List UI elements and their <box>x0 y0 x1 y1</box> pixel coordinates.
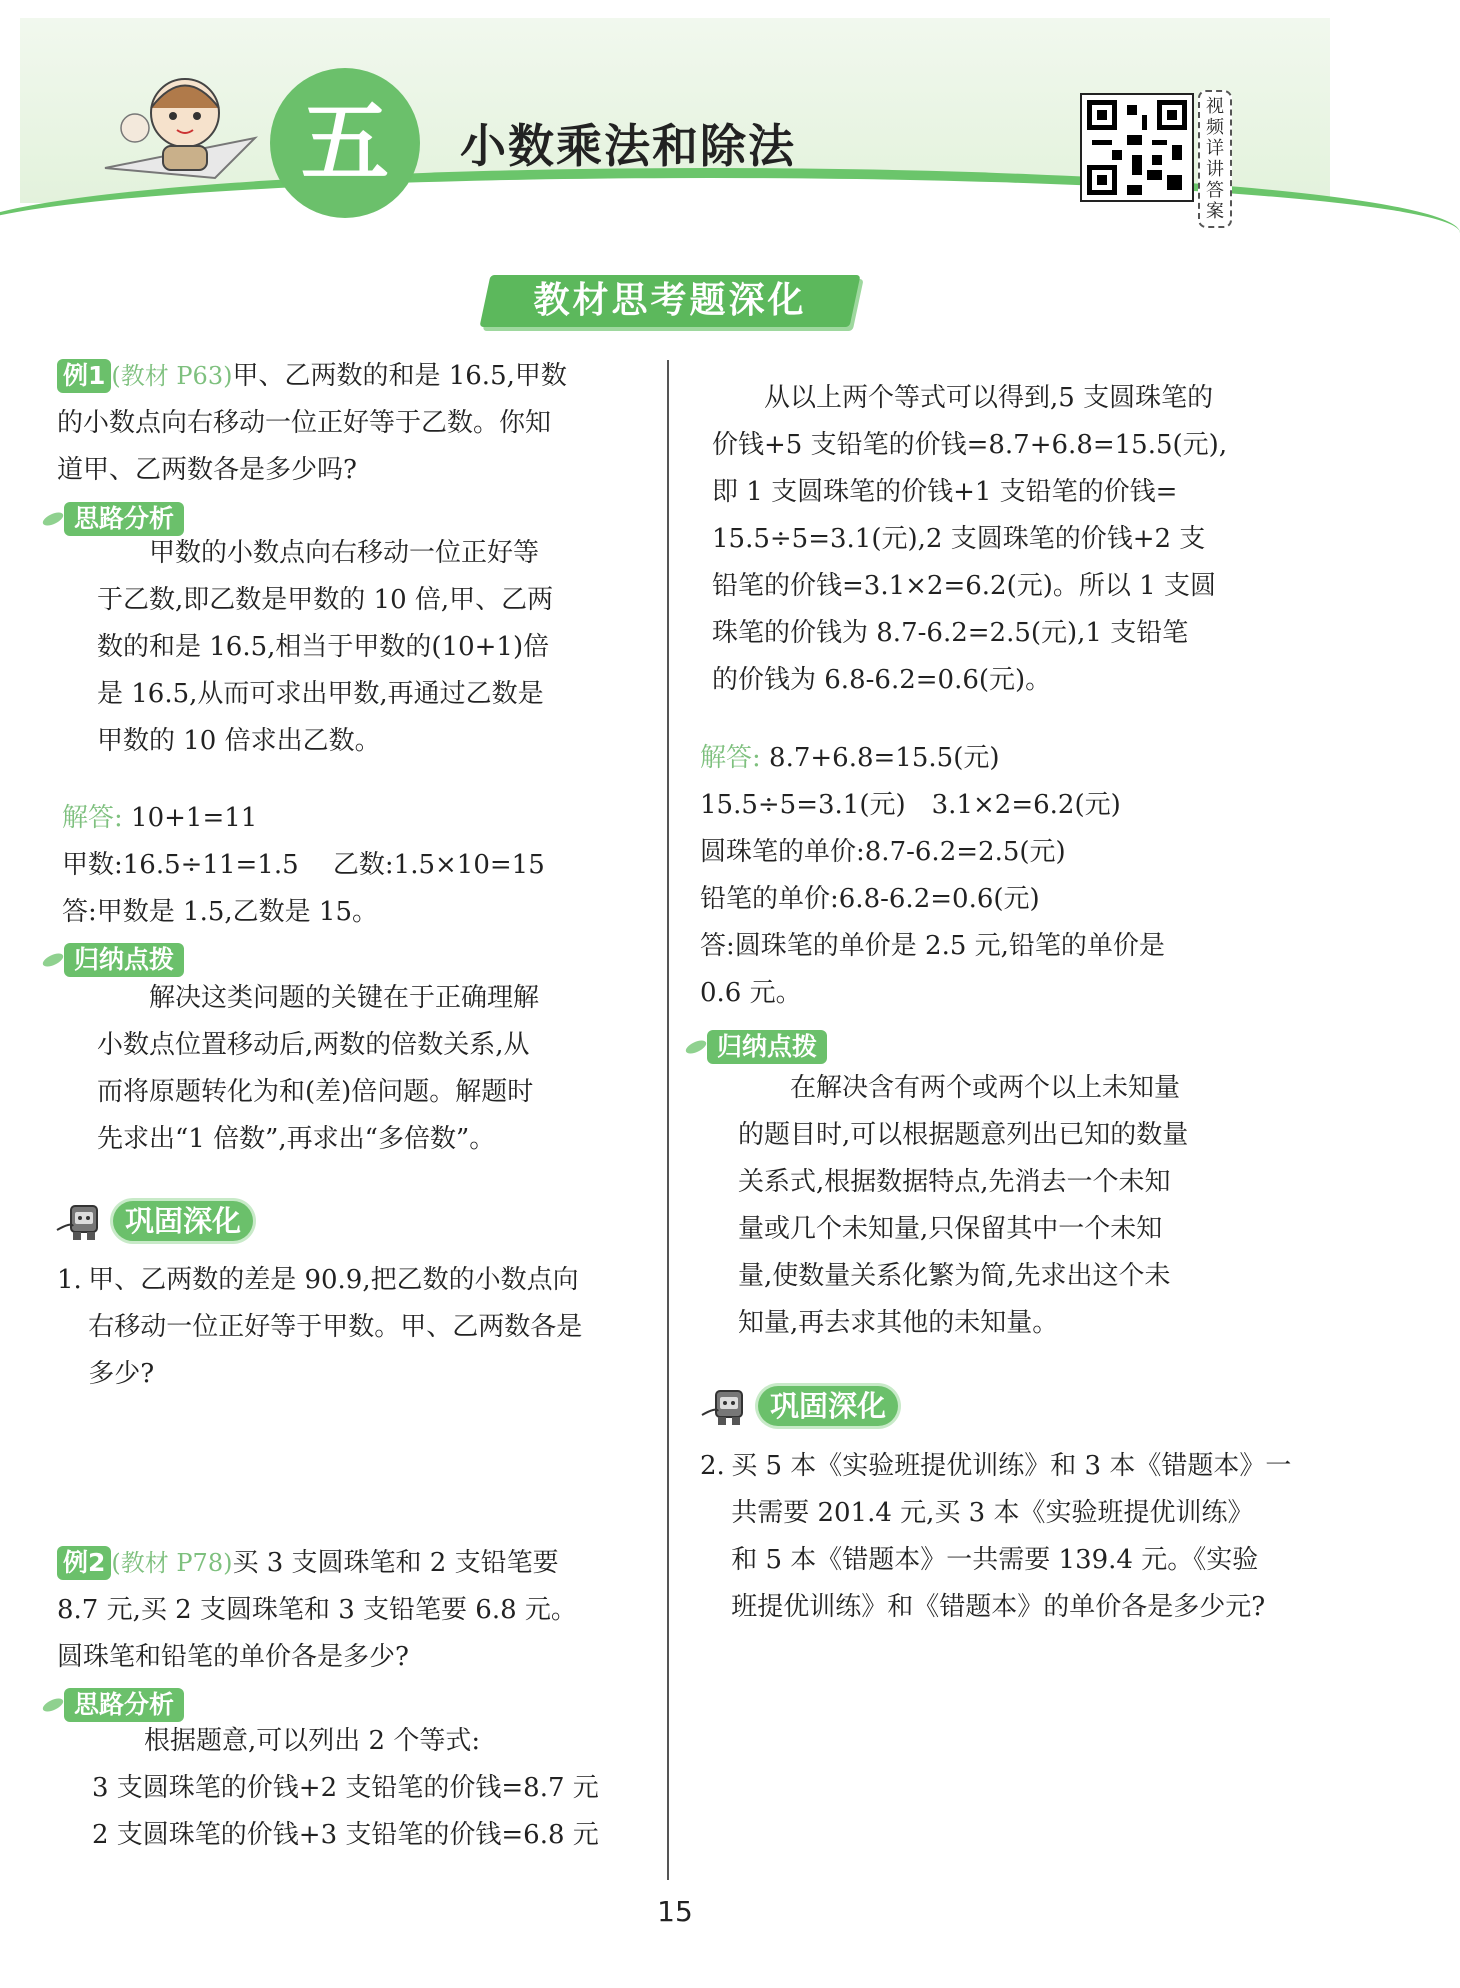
example2-line: 8.7 元,买 2 支圆珠笔和 3 支铅笔要 6.8 元。 <box>57 1595 577 1625</box>
example2-problem <box>57 1540 647 1681</box>
example1-line: 的小数点向右移动一位正好等于乙数。你知 <box>57 408 552 438</box>
leaf-icon <box>41 1696 65 1714</box>
qr-label: 视频详讲答案 <box>1198 90 1232 228</box>
qr-code[interactable] <box>1080 93 1194 202</box>
summary-line: 量或几个未知量,只保留其中一个未知 <box>738 1214 1163 1244</box>
answer-label: 解答: <box>700 743 761 773</box>
leaf-icon <box>41 510 65 528</box>
chapter-header <box>20 18 1330 222</box>
exercise1-line: 甲、乙两数的差是 90.9,把乙数的小数点向 <box>88 1265 579 1295</box>
analysis-line: 价钱+5 支铅笔的价钱=8.7+6.8=15.5(元), <box>712 430 1228 460</box>
example1-problem <box>57 353 647 494</box>
exercise2-line: 和 5 本《错题本》一共需要 139.4 元。《实验 <box>731 1545 1259 1575</box>
leaf-icon <box>41 951 65 969</box>
analysis-line: 甲数的小数点向右移动一位正好等 <box>149 538 540 568</box>
answer-label: 解答: <box>62 803 123 833</box>
exercise2-line: 班提优训练》和《错题本》的单价各是多少元? <box>731 1592 1266 1622</box>
robot-icon <box>55 1200 113 1242</box>
solution-line: 甲数:16.5÷11=1.5 乙数:1.5×10=15 <box>62 850 545 880</box>
summary-line: 先求出“1 倍数”,再求出“多倍数”。 <box>97 1124 496 1154</box>
page-number: 15 <box>657 1895 693 1928</box>
exercise2-number: 2. <box>700 1451 725 1481</box>
example1-solution <box>62 795 652 936</box>
example1-badge: 例1 <box>57 359 111 393</box>
consolidate-tag-label: 巩固深化 <box>113 1201 253 1241</box>
summary-line: 解决这类问题的关键在于正确理解 <box>149 983 540 1013</box>
summary-line: 知量,再去求其他的未知量。 <box>738 1308 1059 1338</box>
analysis-line: 2 支圆珠笔的价钱+3 支铅笔的价钱=6.8 元 <box>92 1820 599 1850</box>
analysis-line: 甲数的 10 倍求出乙数。 <box>97 726 381 756</box>
summary-tag-label: 归纳点拨 <box>64 943 184 977</box>
solution-line: 0.6 元。 <box>700 978 802 1008</box>
example2-source: (教材 P78) <box>111 1549 233 1577</box>
example1-summary <box>97 975 637 1163</box>
summary-line: 小数点位置移动后,两数的倍数关系,从 <box>97 1030 530 1060</box>
example2-badge: 例2 <box>57 1546 111 1580</box>
analysis-line: 根据题意,可以列出 2 个等式: <box>144 1726 481 1756</box>
example1-line: 道甲、乙两数各是多少吗? <box>57 455 357 485</box>
column-divider <box>667 360 669 1880</box>
exercise1 <box>57 1257 678 1398</box>
analysis-line: 数的和是 16.5,相当于甲数的(10+1)倍 <box>97 632 550 662</box>
consolidate-tag-2 <box>700 1385 898 1431</box>
unit-number-badge: 五 <box>270 68 420 218</box>
example2-summary <box>738 1065 1298 1347</box>
consolidate-tag-label: 巩固深化 <box>758 1386 898 1426</box>
example2-line: 买 3 支圆珠笔和 2 支铅笔要 <box>232 1548 559 1578</box>
robot-icon <box>700 1385 758 1427</box>
example2-analysis-cont <box>712 375 1282 704</box>
exercise2-line: 买 5 本《实验班提优训练》和 3 本《错题本》一 <box>731 1451 1292 1481</box>
mascot-illustration <box>95 58 275 198</box>
solution-line: 10+1=11 <box>131 803 258 833</box>
section-banner <box>485 275 855 327</box>
example1-analysis <box>97 530 637 765</box>
analysis-line: 15.5÷5=3.1(元),2 支圆珠笔的价钱+2 支 <box>712 524 1206 554</box>
analysis-line: 即 1 支圆珠笔的价钱+1 支铅笔的价钱= <box>712 477 1178 507</box>
exercise1-line: 右移动一位正好等于甲数。甲、乙两数各是 <box>88 1312 583 1342</box>
example2-solution <box>700 735 1300 1017</box>
analysis-line: 铅笔的价钱=3.1×2=6.2(元)。所以 1 支圆 <box>712 571 1216 601</box>
summary-line: 在解决含有两个或两个以上未知量 <box>790 1073 1181 1103</box>
example2-line: 圆珠笔和铅笔的单价各是多少? <box>57 1642 409 1672</box>
analysis-line: 珠笔的价钱为 8.7-6.2=2.5(元),1 支铅笔 <box>712 618 1189 648</box>
exercise1-number: 1. <box>57 1265 82 1295</box>
analysis-line: 从以上两个等式可以得到,5 支圆珠笔的 <box>764 383 1214 413</box>
section-title: 教材思考题深化 <box>533 280 807 321</box>
unit-title: 小数乘法和除法 <box>460 119 796 173</box>
summary-line: 量,使数量关系化繁为简,先求出这个未 <box>738 1261 1171 1291</box>
exercise1-line: 多少? <box>88 1359 155 1389</box>
analysis-tag-label: 思路分析 <box>64 502 184 536</box>
summary-line: 关系式,根据数据特点,先消去一个未知 <box>738 1167 1171 1197</box>
example1-source: (教材 P63) <box>111 362 233 390</box>
analysis-line: 3 支圆珠笔的价钱+2 支铅笔的价钱=8.7 元 <box>92 1773 599 1803</box>
solution-line: 铅笔的单价:6.8-6.2=0.6(元) <box>700 884 1040 914</box>
leaf-icon <box>684 1038 708 1056</box>
example1-line: 甲、乙两数的和是 16.5,甲数 <box>232 361 567 391</box>
analysis-line: 于乙数,即乙数是甲数的 10 倍,甲、乙两 <box>97 585 554 615</box>
solution-line: 答:甲数是 1.5,乙数是 15。 <box>62 897 378 927</box>
analysis-line: 的价钱为 6.8-6.2=0.6(元)。 <box>712 665 1052 695</box>
solution-line: 8.7+6.8=15.5(元) <box>769 743 1000 773</box>
solution-line: 15.5÷5=3.1(元) 3.1×2=6.2(元) <box>700 790 1121 820</box>
example2-analysis <box>92 1718 652 1859</box>
exercise2-line: 共需要 201.4 元,买 3 本《实验班提优训练》 <box>731 1498 1254 1528</box>
summary-tag-2 <box>685 1030 827 1070</box>
summary-tag-label: 归纳点拨 <box>707 1030 827 1064</box>
analysis-line: 是 16.5,从而可求出甲数,再通过乙数是 <box>97 679 544 709</box>
summary-line: 而将原题转化为和(差)倍问题。解题时 <box>97 1077 534 1107</box>
solution-line: 圆珠笔的单价:8.7-6.2=2.5(元) <box>700 837 1066 867</box>
summary-line: 的题目时,可以根据题意列出已知的数量 <box>738 1120 1189 1150</box>
solution-line: 答:圆珠笔的单价是 2.5 元,铅笔的单价是 <box>700 931 1165 961</box>
consolidate-tag-1 <box>55 1200 253 1246</box>
exercise2 <box>700 1443 1336 1631</box>
analysis-tag-label: 思路分析 <box>64 1688 184 1722</box>
